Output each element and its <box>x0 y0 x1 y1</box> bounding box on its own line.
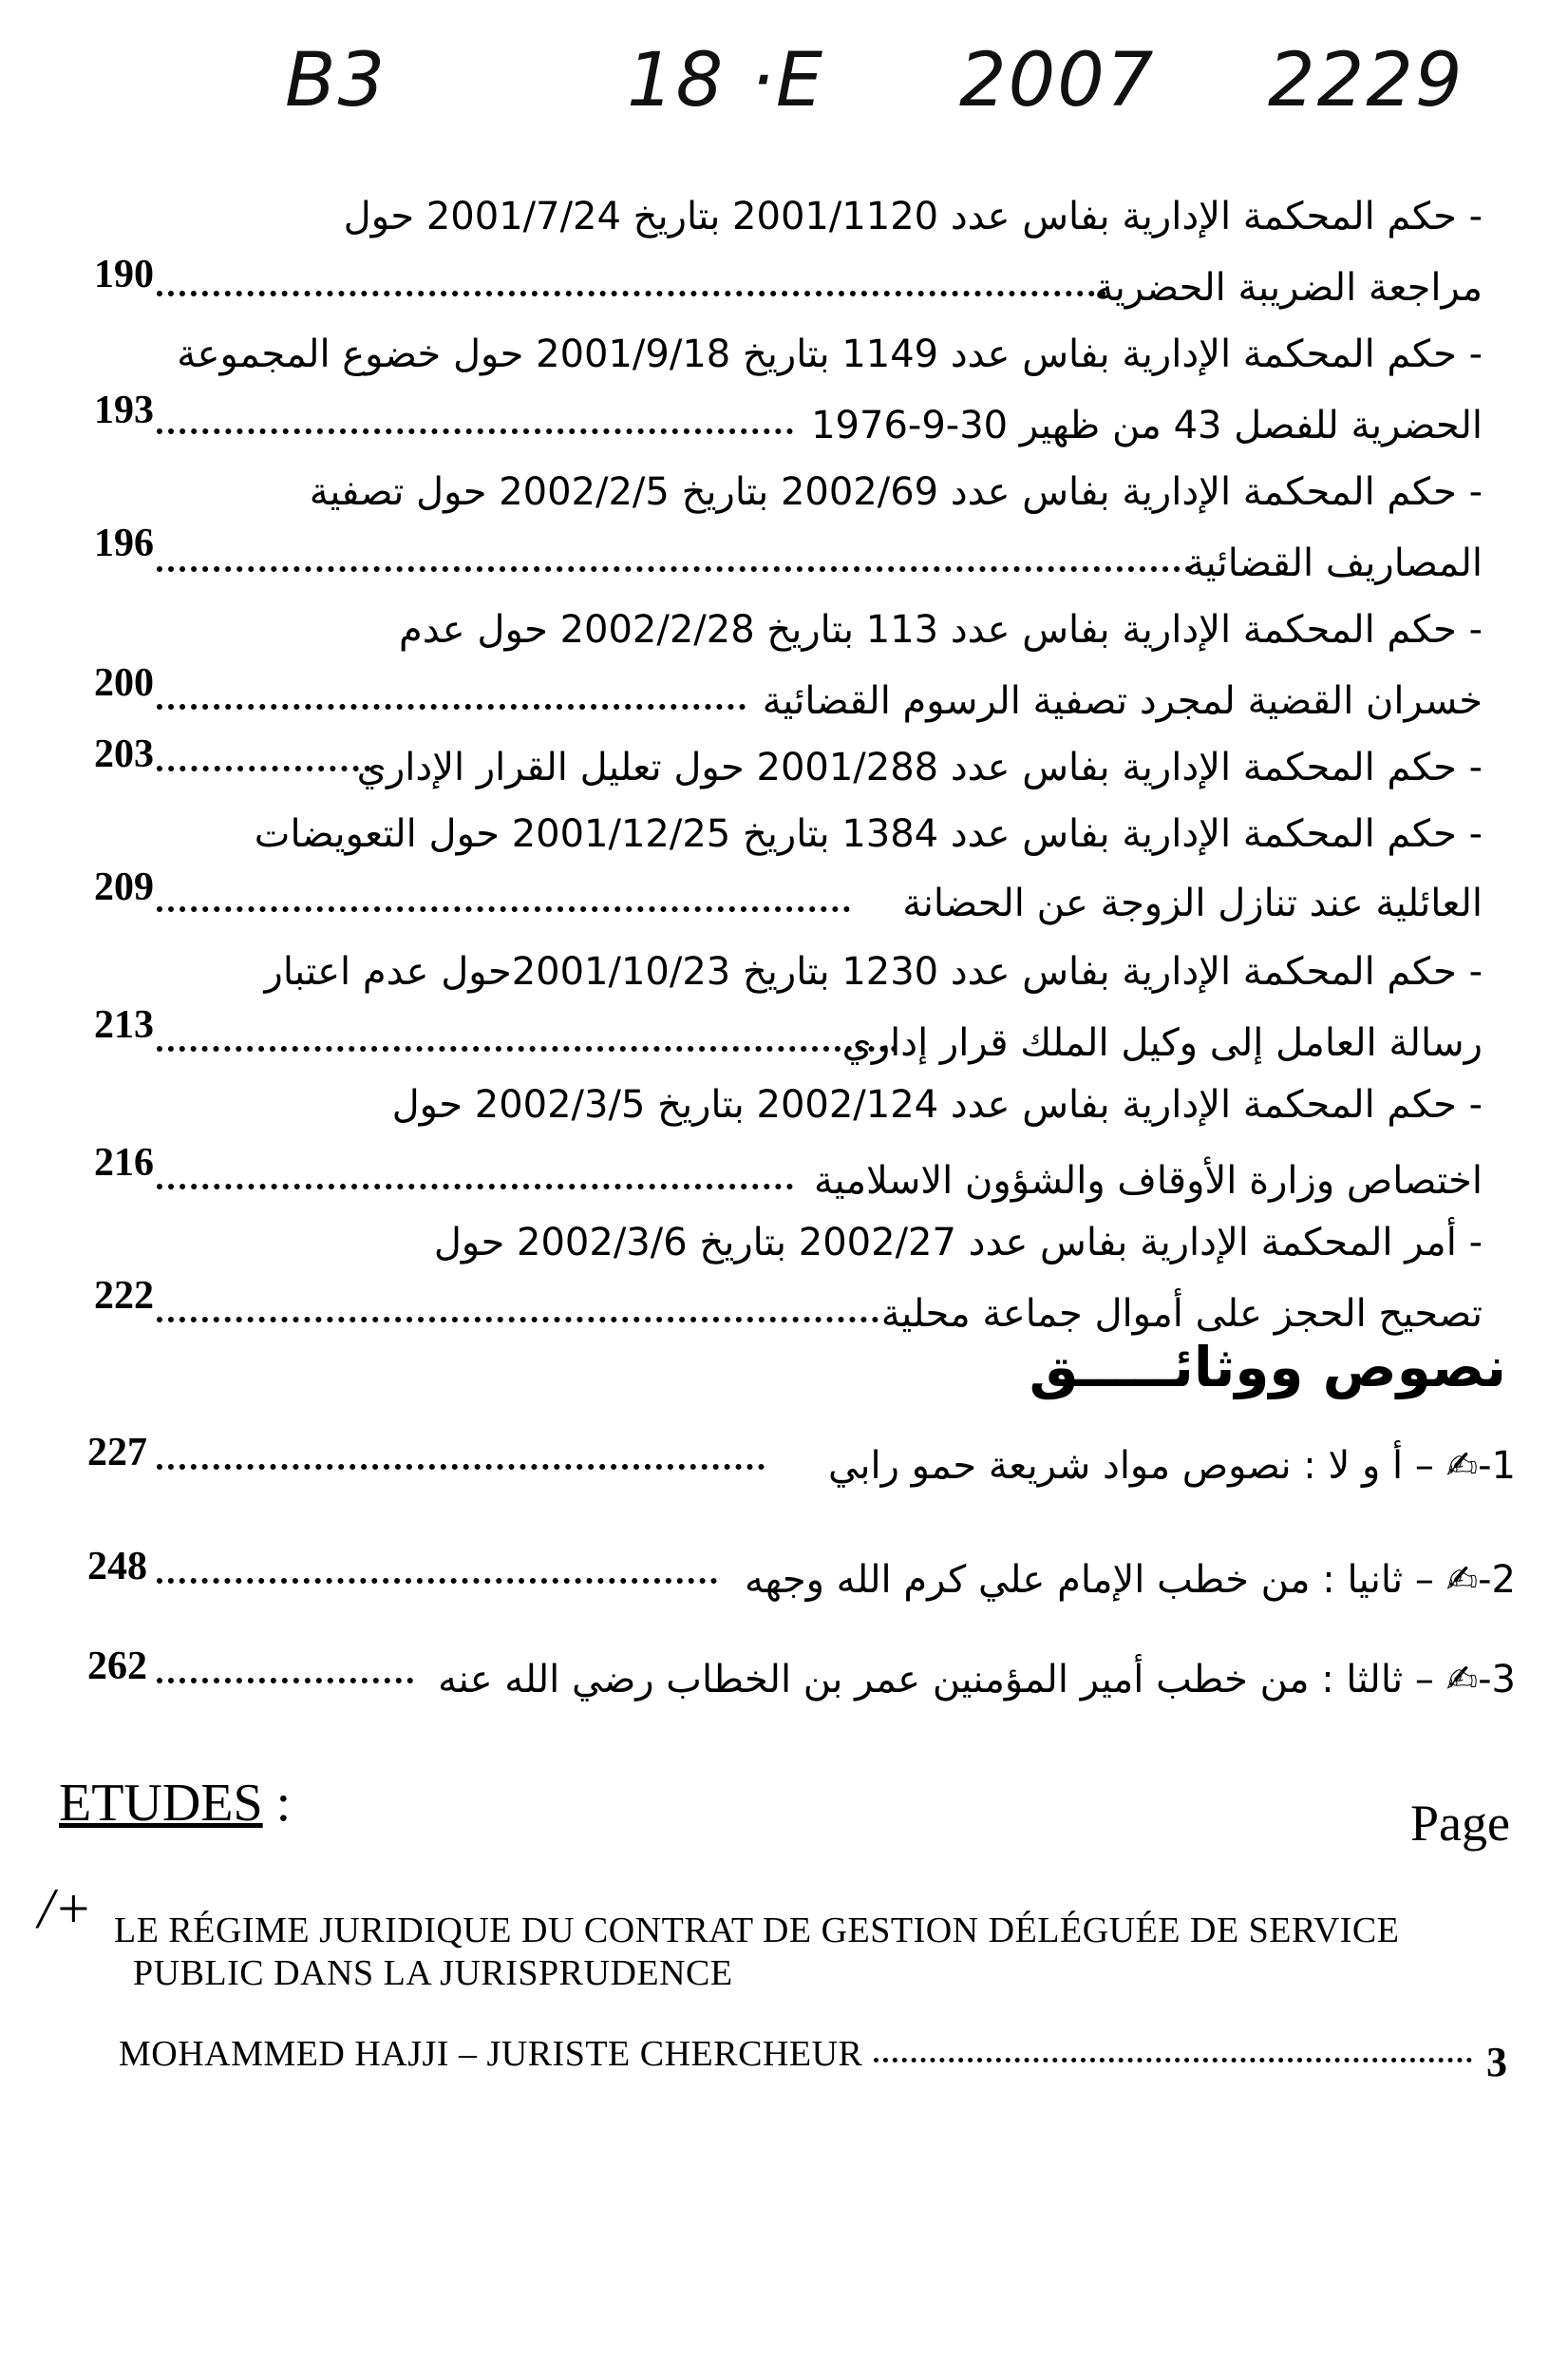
entry-line2: اختصاص وزارة الأوقاف والشؤون الاسلامية <box>814 1159 1483 1203</box>
leader-dots <box>157 760 370 771</box>
page-number: 200 <box>94 661 154 705</box>
entry-line1: - حكم المحكمة الإدارية بفاس عدد 2002/69 بتاريخ 2002/2/5 حول تصفية <box>309 470 1483 514</box>
entry-line2: المصاريف القضائية <box>1185 542 1483 585</box>
page-column-label: Page <box>1410 1795 1510 1852</box>
leader-dots <box>157 901 850 912</box>
page-number: 227 <box>87 1431 147 1474</box>
page-number: 196 <box>94 522 154 565</box>
etudes-author: MOHAMMED HAJJI – JURISTE CHERCHEUR <box>119 2034 863 2074</box>
document-label: 1-✍ – أ و لا : نصوص مواد شريعة حمو رابي <box>827 1444 1516 1488</box>
entry-line2: خسران القضية لمجرد تصفية الرسوم القضائية <box>762 679 1483 723</box>
etudes-heading <box>59 1773 291 1834</box>
entry-line2: تصحيح الحجز على أموال جماعة محلية <box>880 1292 1483 1336</box>
etudes-heading-text: ETUDES <box>59 1774 263 1833</box>
entry-line1: - حكم المحكمة الإدارية بفاس عدد 2001/1120 بتاريخ 2001/7/24 حول <box>343 195 1483 238</box>
entry-line2: العائلية عند تنازل الزوجة عن الحضانة <box>902 882 1483 925</box>
section-heading: نصوص ووثائـــــق <box>1029 1335 1506 1399</box>
page-number: 248 <box>87 1545 147 1588</box>
page-number: 222 <box>94 1274 154 1318</box>
entry-line1: - حكم المحكمة الإدارية بفاس عدد 1230 بتاريخ 2001/10/23حول عدم اعتبار <box>264 950 1483 994</box>
entry-line1: - حكم المحكمة الإدارية بفاس عدد 1149 بتاريخ 2001/9/18 حول خضوع المجموعة <box>177 333 1483 376</box>
leader-dots <box>157 1178 793 1189</box>
entry-line1: - حكم المحكمة الإدارية بفاس عدد 113 بتاريخ 2002/2/28 حول عدم <box>399 608 1483 652</box>
page-number: 3 <box>1486 2039 1508 2085</box>
handwritten-mark: /+ <box>38 1877 93 1940</box>
page-number: 203 <box>94 732 154 776</box>
etudes-item-title-2: PUBLIC DANS LA JURISPRUDENCE <box>133 1953 733 1993</box>
leader-dots <box>157 561 1192 572</box>
handwritten-ref: 18 ·E <box>627 38 825 124</box>
entry-line1: - حكم المحكمة الإدارية بفاس عدد 1384 بتاريخ 2001/12/25 حول التعويضات <box>254 812 1483 856</box>
entry-line1: - أمر المحكمة الإدارية بفاس عدد 2002/27 بتاريخ 2002/3/6 حول <box>433 1221 1483 1264</box>
handwritten-code: B3 <box>285 38 387 124</box>
leader-dots <box>157 285 1106 296</box>
entry-line2: الحضرية للفصل 43 من ظهير 30-9-1976 <box>811 404 1483 447</box>
leader-dots <box>157 1311 878 1322</box>
page-number: 209 <box>94 865 154 909</box>
etudes-colon: : <box>262 1774 292 1833</box>
leader-dots <box>157 423 793 434</box>
leader-dots <box>157 1672 413 1683</box>
leader-dots <box>157 1458 765 1470</box>
document-label: 3-✍ – ثالثا : من خطب أمير المؤمنين عمر بن الخطاب رضي الله عنه <box>438 1658 1516 1701</box>
page-number: 213 <box>94 1003 154 1047</box>
leader-dots <box>157 1572 717 1584</box>
document-label: 2-✍ – ثانيا : من خطب الإمام علي كرم الله وجهه <box>745 1558 1516 1602</box>
leader-dots <box>874 2052 1472 2062</box>
handwritten-number: 2229 <box>1268 38 1464 124</box>
leader-dots <box>157 698 746 710</box>
page-number: 262 <box>87 1644 147 1688</box>
entry-line2: رسالة العامل إلى وكيل الملك قرار إداري <box>841 1021 1483 1065</box>
page-number: 193 <box>94 389 154 432</box>
entry-line1: - حكم المحكمة الإدارية بفاس عدد 2001/288 حول تعليل القرار الإداري <box>356 746 1483 789</box>
leader-dots <box>157 1040 897 1052</box>
etudes-item-title-1: LE RÉGIME JURIDIQUE DU CONTRAT DE GESTION DÉLÉGUÉE DE SERVICE <box>114 1910 1400 1950</box>
entry-line2: مراجعة الضريبة الحضرية <box>1094 266 1483 310</box>
handwritten-year: 2007 <box>959 38 1156 124</box>
page-number: 190 <box>94 253 154 296</box>
entry-line1: - حكم المحكمة الإدارية بفاس عدد 2002/124 بتاريخ 2002/3/5 حول <box>391 1083 1483 1127</box>
page-number: 216 <box>94 1141 154 1185</box>
